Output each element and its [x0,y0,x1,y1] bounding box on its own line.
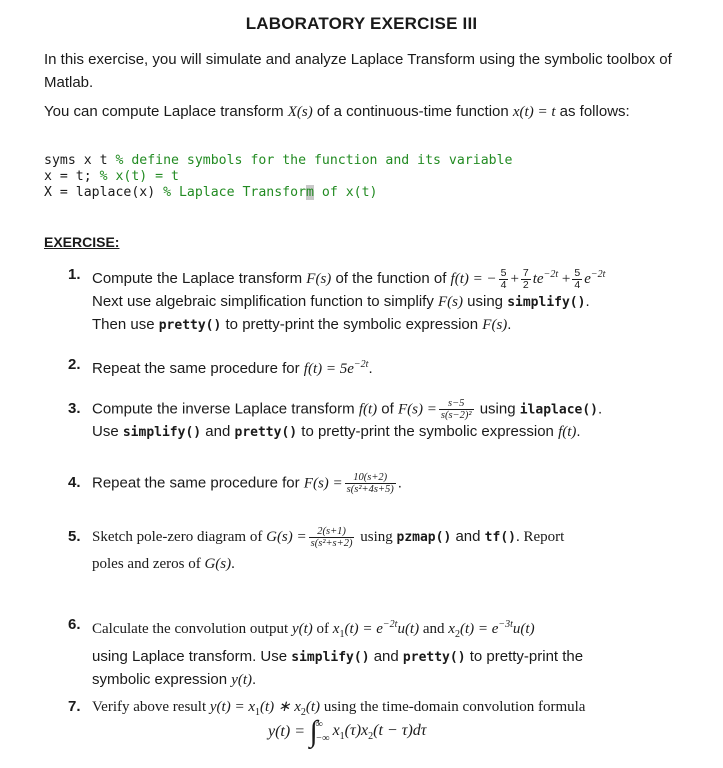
code-line-3: X = laplace(x) % Laplace Transform of x(t) [44,185,378,200]
exercise-item-6: 6. Calculate the convolution output y(t) of $x_1(t) = e^{-2t}u(t)$ and $x_2(t) = e^{-3t}u(t)$ using Laplace transform. Use simplify() and pretty() to pretty-print the symbolic expression y(t). [68,616,584,688]
code-comment: % x(t) = t [99,169,179,184]
page-title: LABORATORY EXERCISE III [245,14,478,33]
exercise-item-7: 7. Verify above result $y(t) = x_1(t)$ ∗ $x_2(t)$ using the time-domain convolution formula [68,698,586,718]
code-comment: % Laplace Transform of x(t) [163,185,378,200]
exercise-item-2: 2. Repeat the same procedure for $f(t) = 5e^{-2t}$. [68,356,373,377]
integral-sign: ∫ [309,715,318,748]
exercise-item-4: 4. Repeat the same procedure for F(s) = $\frac{10(s+2)}{\text{s(s²+4s+5)}}$ . [68,472,402,495]
code-tf: tf() [484,530,516,545]
exercise-item-5: 5. Sketch pole-zero diagram of G(s) = $\frac{2(s+1)}{\text{s(s²+s+2)}}$ using pzmap() and tf(). Report poles and zeros of G(s). [68,526,565,572]
code-simplify: simplify() [507,294,586,310]
code-pretty: pretty() [158,317,222,333]
text-cursor-highlight: m [306,185,314,200]
code-simplify: simplify() [122,425,202,441]
code-pzmap: pzmap() [396,530,452,545]
fraction: $\frac{5}{4}$ [500,266,507,291]
code-pretty: pretty() [234,425,298,441]
fraction: $\frac{2(s+1)}{\text{s(s²+s+2)}}$ [310,526,353,550]
code-line-2: x = t; % x(t) = t [44,169,179,184]
convolution-formula: y(t) = ∫ ∞ −∞ $x_1(\tau)x_2(t - \tau)d\tau$ [268,715,427,748]
code-pretty: pretty() [402,650,466,665]
intro-paragraph-2: You can compute Laplace transform X(s) of a continuous-time function x(t) = t as follows: [44,103,630,120]
code-ilaplace: ilaplace() [519,402,599,418]
exercise-item-1: 1. Compute the Laplace transform F(s) of the function of f(t) = − $\frac{5}{4}$ + $\frac{7}{2}$ $te^{-2t}$ + $\frac{5}{4}$ $e^{-2t}$ Next use algebraic simplification function to simplify F(s) using simplify(). Then use pretty() to pretty-print the symbolic expression F(s). [68,266,606,333]
math-xt: x(t) = t [512,104,556,120]
code-comment: % define symbols for the function and its variable [115,153,513,168]
code-simplify: simplify() [291,650,370,665]
fraction: $\frac{10(s+2)}{\text{s(s²+4s+5)}}$ [346,472,394,495]
fraction: $\frac{7}{2}$ [522,266,529,291]
exercise-heading: EXERCISE: [44,234,120,250]
math-Xs: X(s) [287,104,313,120]
fraction: $\frac{s-5}{\text{s(s−2)²}}$ [440,398,472,421]
fraction: $\frac{5}{4}$ [574,266,581,291]
intro-paragraph: In this exercise, you will simulate and analyze Laplace Transform using the symbolic toolbox of Matlab. [44,51,672,91]
code-line-1: syms x t % define symbols for the function and its variable [44,153,513,168]
integral-limits: ∞ −∞ [315,719,330,744]
exercise-item-3: 3. Compute the inverse Laplace transform f(t) of F(s) = $\frac{s-5}{\text{s(s−2)²}}$ using ilaplace(). Use simplify() and pretty() to pretty-print the symbolic expression f(t). [68,398,603,441]
